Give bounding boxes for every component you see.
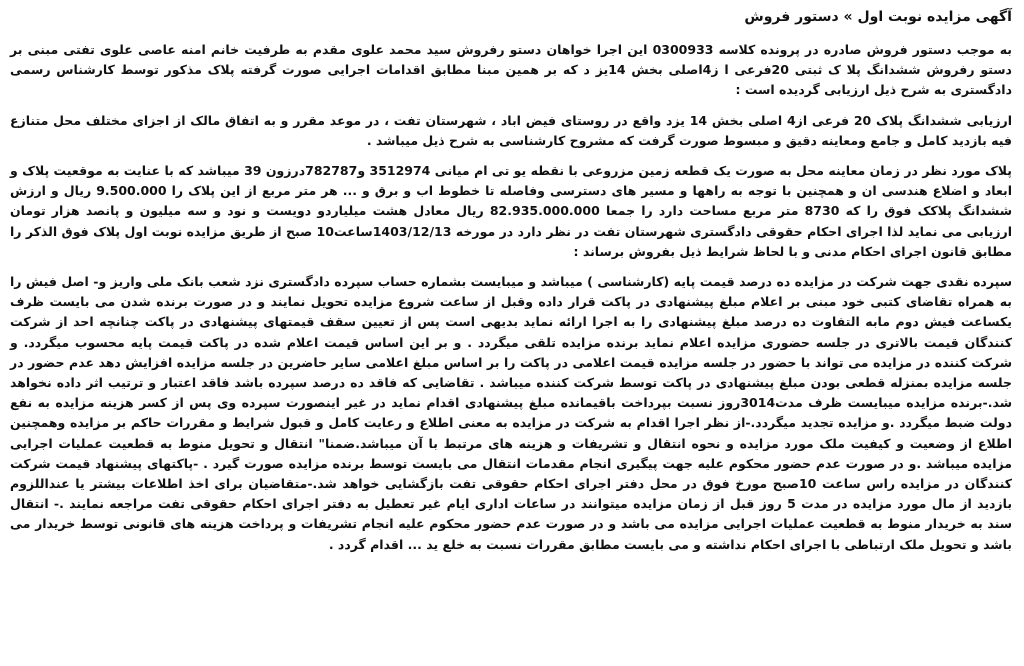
- auction-conditions-paragraph: سپرده نقدی جهت شرکت در مزایده ده درصد قیمت پایه (کارشناسی ) میباشد و میبایست بشماره حساب سپرده دادگستری نزد شعب بانک ملی واریز و- اصل فیش را به همراه تقاضای کتبی خود مبنی بر اعلام مبلغ پیشنهادی در پاکت قرار داده وقبل از ساعت شروع مزایده تحویل نمایند و در صورت برنده شدن می بایست ظرف یکساعت فیش دوم مابه التفاوت ده درصد مبلغ پیشنهادی را به اجرا ارائه نماید بدیهی است پس از تعیین سقف قیمتهای پیشنهادی در پاکت چنانچه احد از شرکت کنندگان قیمت بالاتری در جلسه حضوری مزایده اعلام نماید برنده مزایده تلقی میگردد . و بر این اساس قیمت اعلام شده در پاکت قیمت پایه محسوب میگردد. و شرکت کننده در مزایده می تواند با حضور در جلسه مزایده قیمت اعلامی در پاکت را بر اساس مبلغ اعلامی سایر حاضرین در جلسه مزایده افزایش دهد عدم حضور در جلسه مزایده بمنزله قطعی بودن مبلغ پیشنهادی در پاکت توسط شرکت کننده میباشد . تقاضایی که فاقد ده درصد سپرده باشد فاقد اعتبار و ترتیب اثر داده نخواهد شد.-برنده مزایده میبایست ظرف مدت3014روز نسبت بپرداخت باقیمانده مبلغ پیشنهادی اقدام نماید در غیر اینصورت سپرده وی پس از کسر هزینه مزایده به نفع دولت ضبط میگردد .و مزایده تجدید میگردد.-از نظر اجرا اقدام به شرکت در مزایده به معنی اطلاع و رعایت کامل و قبول شرایط و مقررات حاکم بر مزایده وهمچنین اطلاع از وضعیت و کیفیت ملک مورد مزایده و نحوه انتقال و تشریفات و هزینه های مرتبط با آن میباشد.ضمنا" انتقال و تحویل منوط به قطعیت عملیات اجرایی مزایده میباشد .و در صورت عدم حضور محکوم علیه جهت پیگیری انجام مقدمات انتقال می بایست توسط برنده مزایده صورت گیرد . -پاکتهای پیشنهاد قیمت شرکت کنندگان در مزایده راس ساعت 10صبح مورخ فوق در محل دفتر اجرای احکام حقوقی تفت بازگشایی خواهد شد.-متقاضیان برای اخذ اطلاعات بیشتر یا عنداللزوم بازدید از مال مورد مزایده در مدت 5 روز قبل از زمان مزایده میتوانند در ساعات اداری ایام غیر تعطیل به دفتر اجرای احکام حقوقی تفت مراجعه نمایند .- انتقال سند به خریدار منوط به قطعیت عملیات اجرایی مزایده می باشد و در صورت عدم حضور محکوم علیه انجام تشریفات و پرداخت هزینه های قانونی توسط خریدار می باشد و تحویل ملک ارتباطی با اجرای احکام نداشته و می بایست مطابق مقررات نسبت به خلع ید ... اقدام گردد .: [10, 274, 1013, 552]
- assessment-paragraph: ارزیابی ششدانگ پلاک 20 فرعی از4 اصلی بخش 14 یزد واقع در روستای فیض اباد ، شهرستان تفت ، در موعد مقرر و به اتفاق مالک از اجزای مختلف محل متنازع فیه بازدید کامل و جامع ومعاینه دقیق و مبسوط صورت گرفت که مشروح کارشناسی به شرح ذیل میباشد .: [10, 112, 1012, 148]
- property-valuation-paragraph: پلاک مورد نظر در زمان معاینه محل به صورت یک قطعه زمین مزروعی با نقطه یو تی ام میانی 3512974 و782787درزون 39 میباشد که با عنایت به موقعیت پلاک و ابعاد و اضلاع هندسی ان و همچنین با توجه به راهها و مسیر های دسترسی وفاصله تا خطوط اب و برق و ... هر متر مربع از این پلاک را 9.500.000 ریال و ارزش ششدانگ پلاکک فوق را که 8730 متر مربع مساحت دارد را جمعا 82.935.000.000 ریال معادل هشت میلیاردو دویست و نود و سه میلیون و پانصد هزار تومان ارزیابی می نماید لذا اجرای احکام حقوقی دادگستری شهرستان تفت در نظر دارد در مورخه 1403/12/13ساعت10 صبح از طریق مزایده نوبت اول پلاک فوق الذکر را مطابق قانون اجرای احکام مدنی و با لحاظ شرایط ذیل بفروش برساند :: [10, 163, 1013, 259]
- notice-title: آگهی مزایده نوبت اول » دستور فروش: [744, 9, 1012, 25]
- order-paragraph: به موجب دستور فروش صادره در پرونده کلاسه 0300933 این اجرا خواهان دستو رفروش سید محمد علوی مقدم به طرفیت خانم امنه عاصی علوی تفتی مبنی بر دستو رفروش ششدانگ پلا ک ثبتی 20فرعی ا ز4اصلی بخش 14یز د که بر همین مبنا مطابق اقدامات اجرایی صورت گرفته پلاک مذکور توسط کارشناس رسمی دادگستری به شرح ذیل ارزیابی گردیده است :: [10, 42, 1012, 98]
